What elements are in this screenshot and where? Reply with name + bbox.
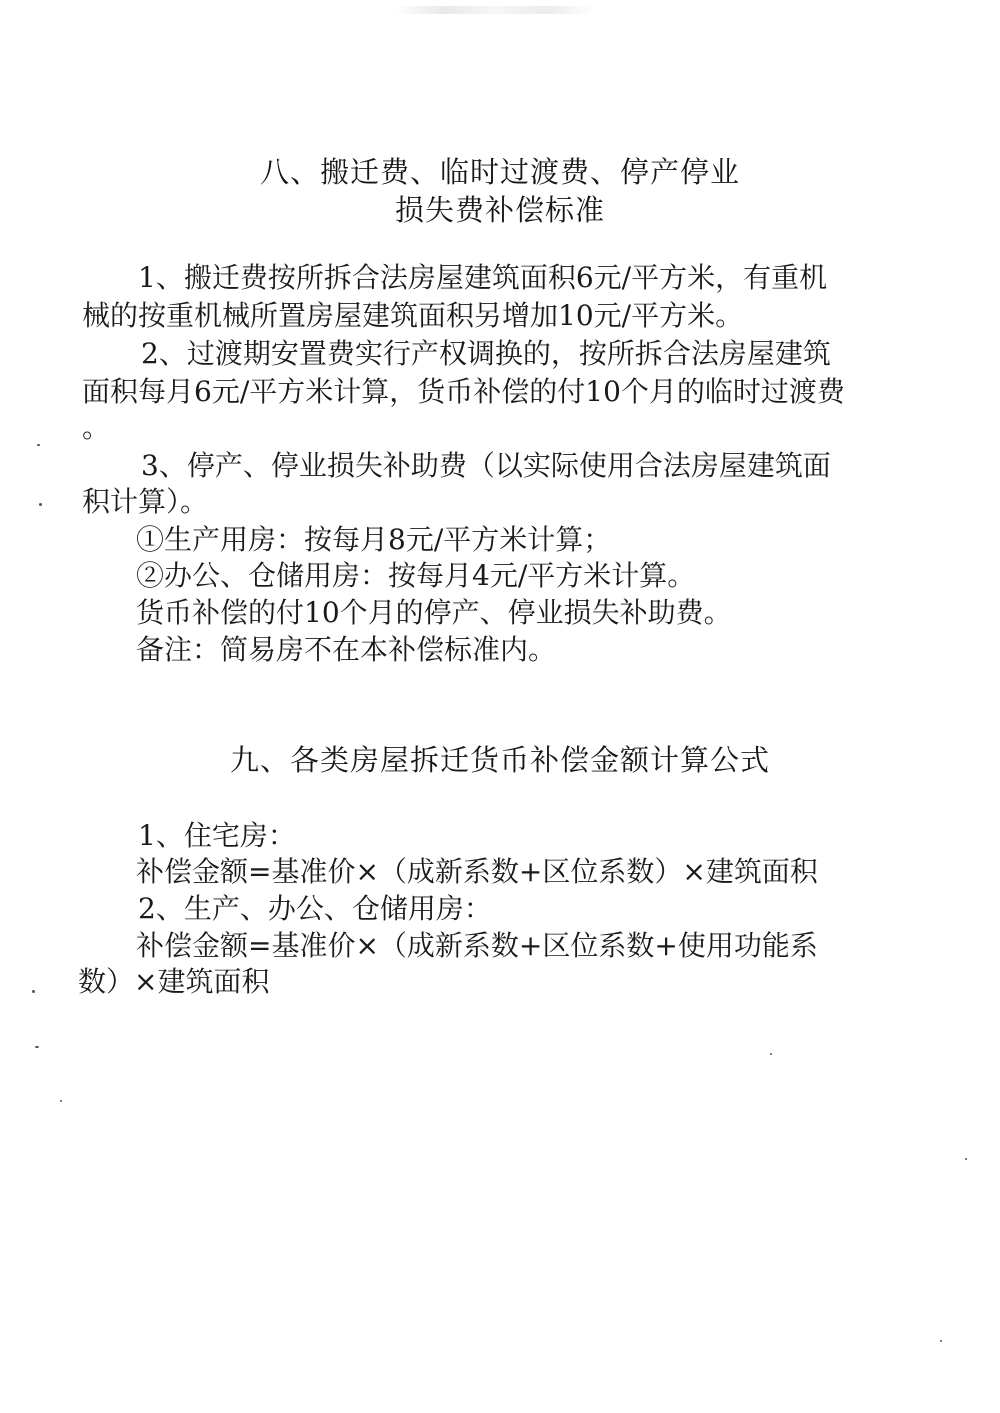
section-9-item-2-formula-line-2: 数）×建筑面积 [78,965,270,998]
section-8-paragraph-3-line-2: 积计算）。 [82,485,209,518]
section-9-title: 九、各类房屋拆迁货币补偿金额计算公式 [229,743,770,777]
scan-speck [35,1046,39,1048]
section-9-item-1-label: 1、住宅房： [138,819,296,852]
section-8-remark: 备注：简易房不在本补偿标准内。 [136,633,557,666]
section-9-item-2-label: 2、生产、办公、仓储用房： [138,892,492,925]
scan-speck [37,444,40,446]
scan-speck [770,1053,772,1055]
section-8-paragraph-2-line-1: 2、过渡期安置费实行产权调换的，按所拆合法房屋建筑 [141,337,831,370]
section-9-item-1-formula: 补偿金额=基准价×（成新系数+区位系数）×建筑面积 [136,855,818,888]
section-8-paragraph-1-line-1: 1、搬迁费按所拆合法房屋建筑面积6元/平方米，有重机 [138,261,828,294]
section-8-paragraph-2-line-3: 。 [82,411,111,444]
scan-speck [940,1340,942,1342]
section-8-title-line-1: 八、搬迁费、临时过渡费、停产停业 [259,155,740,189]
section-8-currency-note: 货币补偿的付10个月的停产、停业损失补助费。 [136,596,732,629]
section-8-item-2: ②办公、仓储用房：按每月4元/平方米计算。 [136,559,696,592]
scan-speck [32,990,35,993]
section-8-paragraph-1-line-2: 械的按重机械所置房屋建筑面积另增加10元/平方米。 [82,299,744,332]
section-8-title-line-2: 损失费补偿标准 [394,193,605,227]
section-8-paragraph-2-line-2: 面积每月6元/平方米计算，货币补偿的付10个月的临时过渡费 [82,375,845,408]
scan-speck [965,1158,967,1160]
scan-speck [39,503,42,506]
scan-smudge [395,6,595,14]
section-8-paragraph-3-line-1: 3、停产、停业损失补助费（以实际使用合法房屋建筑面 [141,449,831,482]
section-8-item-1: ①生产用房：按每月8元/平方米计算； [136,523,612,556]
scan-speck [60,1100,62,1102]
section-9-item-2-formula-line-1: 补偿金额=基准价×（成新系数+区位系数+使用功能系 [136,929,818,962]
